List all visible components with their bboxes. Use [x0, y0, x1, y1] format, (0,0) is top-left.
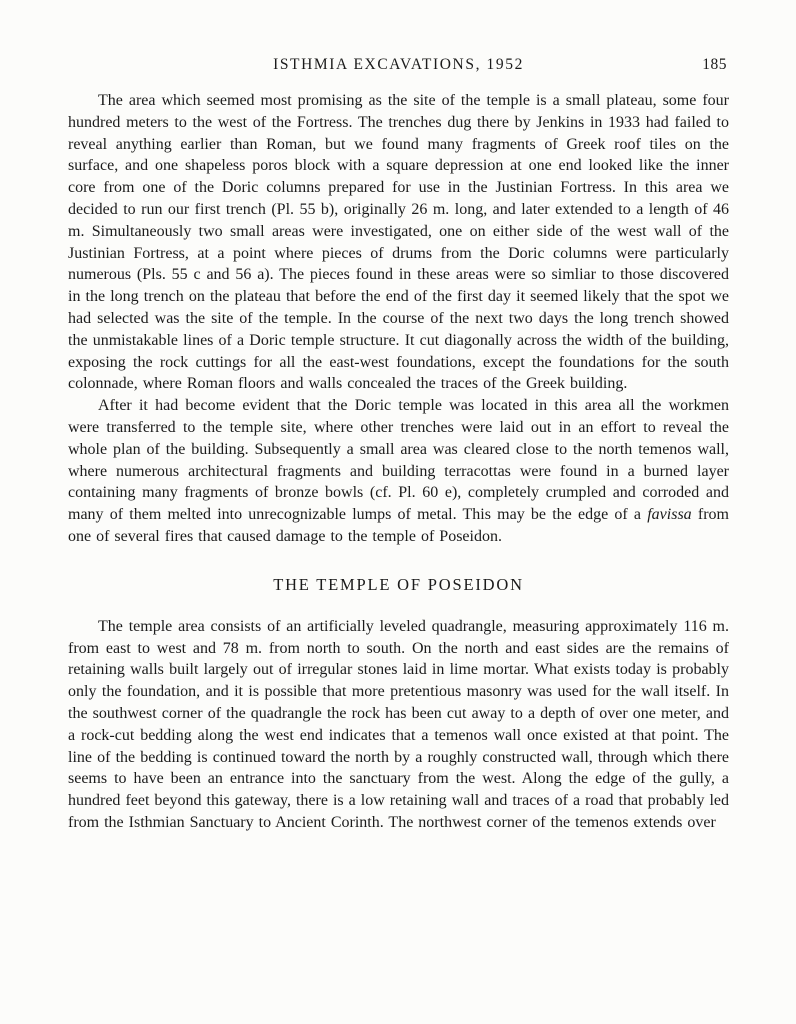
section-heading-temple-of-poseidon: THE TEMPLE OF POSEIDON [273, 574, 524, 594]
page-number: 185 [702, 56, 727, 73]
paragraph-temple-site-text-post: from one of several fires that caused damage to the temple of Poseidon. [68, 506, 729, 545]
page-header [68, 56, 729, 78]
paragraph-site-plateau: The area which seemed most promising as the site of the temple is a small plateau, some four hundred meters to the west of the Fortress. The trenches dug there by Jenkins in 1933 had failed to reveal anything earlier than Roman, but we found many fragments of Greek roof tiles on the surface, and one shapeless poros block with a square depression at one end looked like the inner core from one of the Doric columns prepared for use in the Justinian Fortress. In this area we decided to run our first trench (Pl. 55 b), originally 26 m. long, and later extended to a length of 46 m. Simultaneously two small areas were investigated, one on either side of the west wall of the Justinian Fortress, at a point where pieces of drums from the Doric columns were particularly numerous (Pls. 55 c and 56 a). The pieces found in these areas were so simliar to those discovered in the long trench on the plateau that before the end of the first day it seemed likely that the spot we had selected was the site of the temple. In the course of the next two days the long trench showed the unmistakable lines of a Doric temple structure. It cut diagonally across the width of the building, exposing the rock cuttings for all the east-west foundations, except the foundations for the south colonnade, where Roman floors and walls concealed the traces of the Greek building. [68, 92, 729, 393]
running-title: ISTHMIA EXCAVATIONS, 1952 [273, 56, 524, 73]
paragraph-temple-area: The temple area consists of an artificially leveled quadrangle, measuring approximately 116 m. from east to west and 78 m. from north to south. On the north and east sides are the remains of retaining walls built largely out of irregular stones laid in lime mortar. What exists today is probably only the foundation, and it is possible that more pretentious masonry was used for the wall itself. In the southwest corner of the quadrangle the rock has been cut away to a depth of over one meter, and a rock-cut bedding along the west end indicates that a temenos wall once existed at that point. The line of the bedding is continued toward the north by a roughly constructed wall, through which there seems to have been an entrance into the sanctuary from the west. Along the edge of the gully, a hundred feet beyond this gateway, there is a low retaining wall and traces of a road that probably led from the Isthmian Sanctuary to Ancient Corinth. The northwest corner of the temenos extends over [68, 617, 729, 831]
paragraph-temple-site [68, 395, 729, 548]
paragraph-temple-site-text-pre: After it had become evident that the Doric temple was located in this area all the workmen were transferred to the temple site, where other trenches were laid out in an effort to reveal the whole plan of the building. Subsequently a small area was cleared close to the north temenos wall, where numerous architectural fragments and building terracottas were found in a burned layer containing many fragments of bronze bowls (cf. Pl. 60 e), completely crumpled and corroded and many of them melted into unrecognizable lumps of metal. This may be the edge of a [68, 397, 729, 524]
favissa-italic-term: favissa [647, 506, 692, 524]
